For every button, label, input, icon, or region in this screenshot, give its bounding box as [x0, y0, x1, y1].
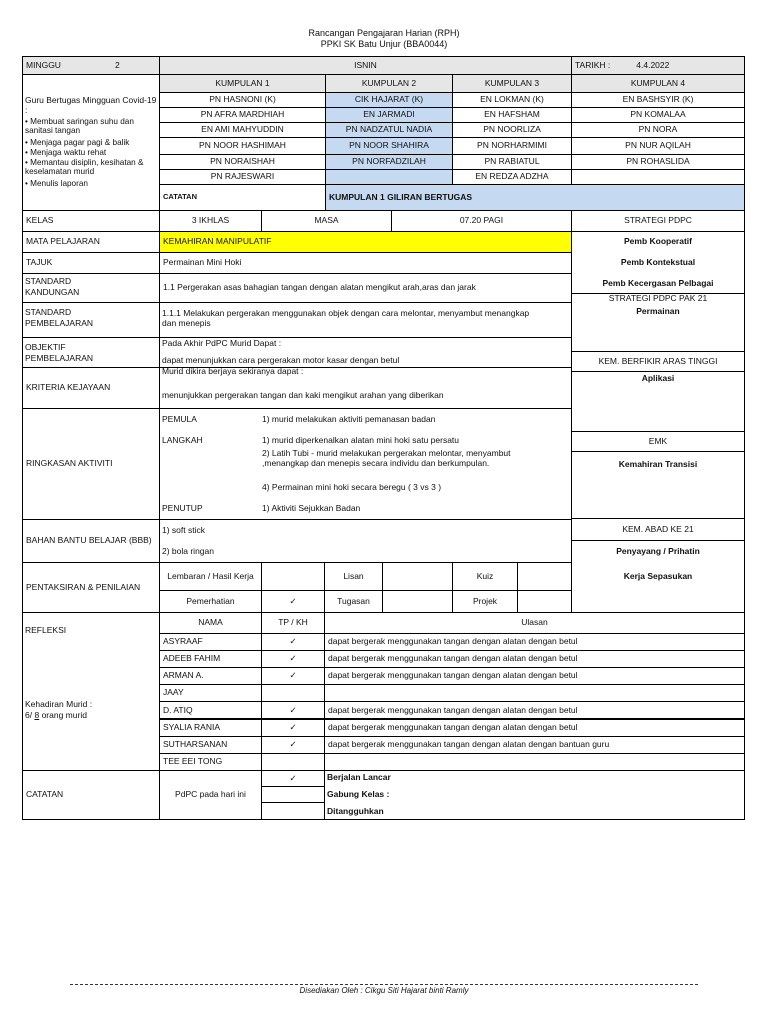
- student-ulasan: dapat bergerak menggunakan tangan dengan alatan dengan betul: [324, 701, 745, 719]
- lembaran-label: Lembaran / Hasil Kerja: [159, 562, 262, 591]
- k2-member: EN JARMADI: [325, 107, 453, 123]
- student-ulasan: dapat bergerak menggunakan tangan dengan alatan dengan betul: [324, 633, 745, 651]
- standard-pembelajaran-label-1: STANDARD: [25, 307, 72, 317]
- tajuk-label: TAJUK: [22, 252, 160, 274]
- k1-member: PN HASNONI (K): [159, 92, 326, 108]
- k3-member: PN RABIATUL: [452, 154, 572, 170]
- bbb-label: BAHAN BANTU BELAJAR (BBB): [22, 519, 160, 563]
- guru-duty-3: • Menjaga waktu rehat: [25, 148, 107, 157]
- masa-label: MASA: [261, 210, 392, 232]
- langkah-step-1: 1) murid diperkenalkan alatan mini hoki satu persatu: [262, 435, 460, 445]
- objektif-label-2: PEMBELAJARAN: [25, 353, 94, 363]
- student-tp: ✓: [261, 701, 325, 719]
- k4-member: PN KOMALAA: [571, 107, 745, 123]
- kriteria-intro: Murid dikira berjaya sekiranya dapat :: [162, 366, 304, 376]
- student-name: SYALIA RANIA: [159, 719, 262, 737]
- student-name: SUTHARSANAN: [159, 736, 262, 754]
- standard-pembelajaran-value: 1.1.1 Melakukan pergerakan menggunakan objek dengan cara melontar, menyambut menangkap dan menepis: [162, 308, 530, 328]
- tajuk-value: Permainan Mini Hoki: [159, 252, 572, 274]
- kriteria-label: KRITERIA KEJAYAAN: [22, 367, 160, 409]
- student-tp: ✓: [261, 719, 325, 737]
- kehadiran-suffix: orang murid: [41, 710, 87, 720]
- student-tp: ✓: [261, 633, 325, 651]
- catatan-option-2: Gabung Kelas :: [327, 789, 390, 799]
- k2-member: PN NADZATUL NADIA: [325, 122, 453, 138]
- lisan-label: Lisan: [324, 562, 383, 591]
- kumpulan-catatan-value: KUMPULAN 1 GILIRAN BERTUGAS: [325, 184, 745, 211]
- kriteria-value: menunjukkan pergerakan tangan dan kaki mengikut arahan yang diberikan: [162, 390, 444, 400]
- abad21-item: Penyayang / Prihatin: [616, 546, 700, 556]
- k3-member: EN LOKMAN (K): [452, 92, 572, 108]
- k4-member: PN NUR AQILAH: [571, 137, 745, 155]
- penutup-step-1: 1) Aktiviti Sejukkan Badan: [262, 503, 361, 513]
- bbb-item-2: 2) bola ringan: [162, 546, 214, 556]
- k1-member: PN RAJESWARI: [159, 169, 326, 185]
- catatan-check-1: ✓: [261, 770, 325, 787]
- k3-member: PN NOORLIZA: [452, 122, 572, 138]
- objektif-value: dapat menunjukkan cara pergerakan motor kasar dengan betul: [162, 355, 400, 365]
- standard-kandungan-label-1: STANDARD: [25, 276, 72, 286]
- catatan-pdpc: PdPC pada hari ini: [159, 770, 262, 820]
- minggu-value: 2: [114, 59, 120, 70]
- student-ulasan: dapat bergerak menggunakan tangan dengan alatan dengan bantuan guru: [324, 736, 745, 754]
- mata-pelajaran-label: MATA PELAJARAN: [22, 231, 160, 253]
- lembaran-check: [261, 562, 325, 591]
- strategi-box: [571, 231, 745, 352]
- student-tp: [261, 684, 325, 702]
- pemula-label: PEMULA: [162, 414, 197, 424]
- k2-member: CIK HAJARAT (K): [325, 92, 453, 108]
- student-ulasan: dapat bergerak menggunakan tangan dengan alatan dengan betul: [324, 650, 745, 668]
- document-title: Rancangan Pengajaran Harian (RPH): [308, 28, 460, 38]
- student-tp: ✓: [261, 736, 325, 754]
- emk-item: Kemahiran Transisi: [618, 459, 698, 469]
- pemula-step-1: 1) murid melakukan aktiviti pemanasan badan: [262, 414, 436, 424]
- kuiz-label: Kuiz: [452, 562, 518, 591]
- student-ulasan: [324, 753, 745, 771]
- k3-member: EN REDZA ADZHA: [452, 169, 572, 185]
- bbb-item-1: 1) soft stick: [162, 525, 205, 535]
- objektif-label-1: OBJEKTIF: [25, 342, 66, 352]
- student-name: ADEEB FAHIM: [159, 650, 262, 668]
- kuiz-check: [517, 562, 572, 591]
- nama-header: NAMA: [159, 612, 262, 634]
- strategi-item: Pemb Kecergasan Pelbagai: [602, 278, 714, 288]
- k3-member: PN NORHARMIMI: [452, 137, 572, 155]
- standard-kandungan-value: 1.1 Pergerakan asas bahagian tangan dengan alatan mengikut arah,aras dan jarak: [159, 273, 572, 303]
- footer-divider: [70, 984, 698, 985]
- penilaian-label: PENTAKSIRAN & PENILAIAN: [22, 562, 160, 613]
- pak21-item: Permainan: [636, 306, 680, 316]
- catatan-option-1: Berjalan Lancar: [327, 772, 391, 782]
- guru-duty-5: • Menulis laporan: [25, 179, 88, 188]
- kumpulan-catatan-label: CATATAN: [159, 184, 326, 211]
- student-tp: [261, 753, 325, 771]
- langkah-step-4: 4) Permainan mini hoki secara beregu ( 3 vs 3 ): [262, 482, 442, 492]
- guru-bertugas-title: Guru Bertugas Mingguan Covid-19 :: [25, 95, 157, 115]
- student-name: ARMAN A.: [159, 667, 262, 685]
- langkah-label: LANGKAH: [162, 435, 203, 445]
- tugasan-check: [382, 590, 453, 613]
- refleksi-cell: [22, 612, 160, 771]
- k4-member: EN BASHSYIR (K): [571, 92, 745, 108]
- strategi-item: Pemb Kooperatif: [623, 236, 692, 246]
- student-name: JAAY: [159, 684, 262, 702]
- guru-duty-1: • Membuat saringan suhu dan sanitasi tangan: [25, 117, 134, 136]
- strategi-item: Pemb Kontekstual: [620, 257, 696, 267]
- emk-header: EMK: [571, 431, 745, 452]
- kehadiran-value: 6/ 8 orang murid: [25, 710, 87, 720]
- minggu-cell: [22, 56, 160, 75]
- standard-pembelajaran-label-2: PEMBELAJARAN: [25, 318, 94, 328]
- refleksi-label: REFLEKSI: [25, 625, 67, 635]
- mata-pelajaran-value: KEMAHIRAN MANIPULATIF: [159, 231, 572, 253]
- tarikh-cell: [571, 56, 745, 75]
- k1-member: PN NOOR HASHIMAH: [159, 137, 326, 155]
- kbat-header: KEM. BERFIKIR ARAS TINGGI: [571, 351, 745, 372]
- k1-member: PN NORAISHAH: [159, 154, 326, 170]
- kehadiran-label: Kehadiran Murid :: [25, 699, 93, 709]
- catatan-check-3: [261, 802, 325, 820]
- lisan-check: [382, 562, 453, 591]
- minggu-label: MINGGU: [26, 59, 61, 70]
- tarikh-label: TARIKH :: [575, 59, 611, 70]
- projek-label: Projek: [452, 590, 518, 613]
- kumpulan-4-header: KUMPULAN 4: [571, 74, 745, 93]
- kumpulan-2-header: KUMPULAN 2: [325, 74, 453, 93]
- guru-duty-4: • Memantau disiplin, kesihatan & keselamatan murid: [25, 158, 144, 177]
- k4-member: [571, 169, 745, 185]
- aktiviti-label: RINGKASAN AKTIVITI: [22, 408, 160, 520]
- abad21-item: Kerja Sepasukan: [623, 571, 693, 581]
- standard-kandungan-label-2: KANDUNGAN: [25, 287, 80, 297]
- student-name: ASYRAAF: [159, 633, 262, 651]
- student-name: D. ATIQ: [159, 701, 262, 719]
- k1-member: EN AMI MAHYUDDIN: [159, 122, 326, 138]
- tarikh-value: 4.4.2022: [636, 59, 670, 70]
- strategi-header: STRATEGI PDPC: [571, 210, 745, 232]
- student-tp: ✓: [261, 650, 325, 668]
- catatan-label: CATATAN: [22, 770, 160, 820]
- kelas-label: KELAS: [22, 210, 160, 232]
- pemerhatian-check: ✓: [261, 590, 325, 613]
- masa-value: 07.20 PAGI: [391, 210, 572, 232]
- guru-duty-2: • Menjaga pagar pagi & balik: [25, 138, 130, 147]
- bbb-box: [159, 519, 572, 563]
- student-tp: ✓: [261, 667, 325, 685]
- kehadiran-jumlah: 8: [34, 710, 40, 720]
- k2-member: PN NOOR SHAHIRA: [325, 137, 453, 155]
- tugasan-label: Tugasan: [324, 590, 383, 613]
- student-ulasan: [324, 684, 745, 702]
- k4-member: PN NORA: [571, 122, 745, 138]
- prepared-by: Disediakan Oleh : Cikgu Siti Hajarat binti Ramly: [299, 986, 469, 995]
- penutup-label: PENUTUP: [162, 503, 203, 513]
- kumpulan-3-header: KUMPULAN 3: [452, 74, 572, 93]
- student-name: TEE EEI TONG: [159, 753, 262, 771]
- projek-check: [517, 590, 572, 613]
- ulasan-header: Ulasan: [324, 612, 745, 634]
- pak21-header: STRATEGI PDPC PAK 21: [571, 293, 745, 304]
- catatan-option-3: Ditangguhkan: [327, 806, 384, 816]
- k2-member: [325, 169, 453, 185]
- catatan-check-2: [261, 786, 325, 803]
- k1-member: PN AFRA MARDHIAH: [159, 107, 326, 123]
- hari-cell: ISNIN: [159, 56, 572, 75]
- k2-member: PN NORFADZILAH: [325, 154, 453, 170]
- student-ulasan: dapat bergerak menggunakan tangan dengan alatan dengan betul: [324, 667, 745, 685]
- school-name: PPKI SK Batu Unjur (BBA0044): [320, 39, 448, 49]
- k4-member: PN ROHASLIDA: [571, 154, 745, 170]
- kumpulan-1-header: KUMPULAN 1: [159, 74, 326, 93]
- student-ulasan: dapat bergerak menggunakan tangan dengan alatan dengan betul: [324, 719, 745, 737]
- pemerhatian-label: Pemerhatian: [159, 590, 262, 613]
- kbat-item: Aplikasi: [641, 373, 675, 383]
- objektif-intro: Pada Akhir PdPC Murid Dapat :: [162, 338, 282, 348]
- kelas-value: 3 IKHLAS: [159, 210, 262, 232]
- kehadiran-hadir: 6: [25, 710, 30, 720]
- k3-member: EN HAFSHAM: [452, 107, 572, 123]
- tp-header: TP / KH: [261, 612, 325, 634]
- langkah-step-2: 2) Latih Tubi - murid melakukan pergerakan melontar, menyambut ,menangkap dan menepis secara individu dan berkumpulan.: [262, 448, 511, 468]
- abad21-header: KEM. ABAD KE 21: [571, 518, 745, 541]
